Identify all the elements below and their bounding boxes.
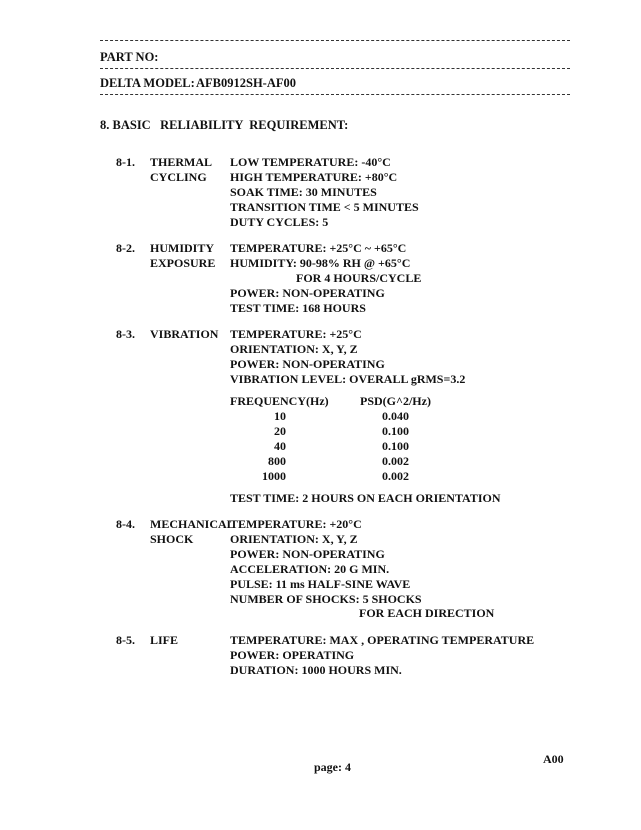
item-number: 8-2. bbox=[116, 241, 135, 255]
item-title: CYCLING bbox=[150, 170, 207, 184]
detail-line: POWER: NON-OPERATING bbox=[230, 286, 385, 300]
page-number: page: 4 bbox=[314, 760, 351, 774]
detail-line: TRANSITION TIME < 5 MINUTES bbox=[230, 200, 419, 214]
detail-line: ORIENTATION: X, Y, Z bbox=[230, 342, 358, 356]
detail-line: TEMPERATURE: +20°C bbox=[230, 517, 362, 531]
detail-line: ACCELERATION: 20 G MIN. bbox=[230, 562, 390, 576]
table-cell-frequency: 40 bbox=[274, 439, 286, 453]
header-rule-middle bbox=[100, 68, 570, 69]
section-title: 8. BASIC RELIABILITY REQUIREMENT: bbox=[100, 118, 349, 132]
detail-line: FOR 4 HOURS/CYCLE bbox=[296, 271, 422, 285]
detail-line: TEMPERATURE: MAX , OPERATING TEMPERATURE bbox=[230, 633, 535, 647]
detail-line: DURATION: 1000 HOURS MIN. bbox=[230, 663, 402, 677]
detail-line: TEMPERATURE: +25°C ~ +65°C bbox=[230, 241, 407, 255]
item-title: EXPOSURE bbox=[150, 256, 216, 270]
detail-line: TEMPERATURE: +25°C bbox=[230, 327, 362, 341]
table-cell-frequency: 10 bbox=[274, 409, 286, 423]
item-number: 8-3. bbox=[116, 327, 135, 341]
detail-line: VIBRATION LEVEL: OVERALL gRMS=3.2 bbox=[230, 372, 466, 386]
detail-line: HUMIDITY: 90-98% RH @ +65°C bbox=[230, 256, 411, 270]
detail-line: HIGH TEMPERATURE: +80°C bbox=[230, 170, 398, 184]
item-number: 8-4. bbox=[116, 517, 135, 531]
part-no-label: PART NO: bbox=[100, 50, 159, 64]
item-title: SHOCK bbox=[150, 532, 194, 546]
detail-line: FOR EACH DIRECTION bbox=[359, 606, 495, 620]
detail-line: POWER: NON-OPERATING bbox=[230, 547, 385, 561]
detail-line: TEST TIME: 168 HOURS bbox=[230, 301, 366, 315]
detail-line: PULSE: 11 ms HALF-SINE WAVE bbox=[230, 577, 411, 591]
table-header-psd: PSD(G^2/Hz) bbox=[360, 394, 431, 408]
delta-model-label: DELTA MODEL: bbox=[100, 76, 195, 90]
delta-model-value: AFB0912SH-AF00 bbox=[196, 76, 296, 90]
table-cell-psd: 0.040 bbox=[382, 409, 409, 423]
table-cell-frequency: 1000 bbox=[262, 469, 286, 483]
item-title: MECHANICAL bbox=[150, 517, 235, 531]
item-title: VIBRATION bbox=[150, 327, 219, 341]
table-cell-psd: 0.002 bbox=[382, 454, 409, 468]
table-cell-psd: 0.002 bbox=[382, 469, 409, 483]
item-title: THERMAL bbox=[150, 155, 213, 169]
table-header-frequency: FREQUENCY(Hz) bbox=[230, 394, 329, 408]
detail-line: TEST TIME: 2 HOURS ON EACH ORIENTATION bbox=[230, 491, 501, 505]
header-rule-bottom bbox=[100, 94, 570, 95]
item-number: 8-1. bbox=[116, 155, 135, 169]
detail-line: NUMBER OF SHOCKS: 5 SHOCKS bbox=[230, 592, 422, 606]
revision-label: A00 bbox=[543, 752, 564, 766]
table-cell-frequency: 20 bbox=[274, 424, 286, 438]
detail-line: SOAK TIME: 30 MINUTES bbox=[230, 185, 377, 199]
detail-line: DUTY CYCLES: 5 bbox=[230, 215, 329, 229]
detail-line: ORIENTATION: X, Y, Z bbox=[230, 532, 358, 546]
table-cell-frequency: 800 bbox=[268, 454, 286, 468]
table-cell-psd: 0.100 bbox=[382, 424, 409, 438]
detail-line: LOW TEMPERATURE: -40°C bbox=[230, 155, 391, 169]
item-title: HUMIDITY bbox=[150, 241, 215, 255]
header-rule-top bbox=[100, 40, 570, 41]
table-cell-psd: 0.100 bbox=[382, 439, 409, 453]
item-number: 8-5. bbox=[116, 633, 135, 647]
detail-line: POWER: OPERATING bbox=[230, 648, 355, 662]
detail-line: POWER: NON-OPERATING bbox=[230, 357, 385, 371]
item-title: LIFE bbox=[150, 633, 179, 647]
